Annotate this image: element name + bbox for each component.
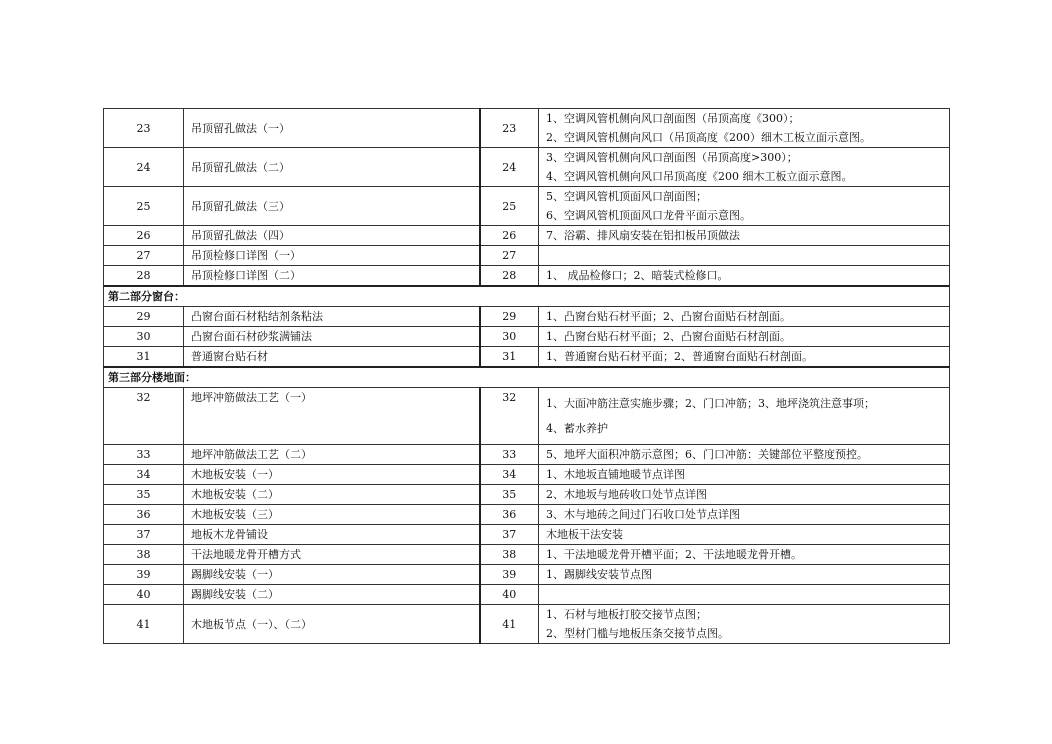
item-title: 地板木龙骨铺设 — [184, 525, 480, 545]
table-row — [104, 347, 950, 368]
item-number: 36 — [104, 505, 184, 525]
drawing-contents — [539, 266, 950, 287]
drawing-number: 36 — [480, 505, 539, 525]
item-title: 木地板安装（三） — [184, 505, 480, 525]
table-row — [104, 465, 950, 485]
item-title: 吊顶留孔做法（三） — [184, 187, 480, 226]
item-number: 25 — [104, 187, 184, 226]
content-line: 3、木与地砖之间过门石收口处节点详图 — [546, 508, 740, 521]
item-number: 34 — [104, 465, 184, 485]
drawing-number: 34 — [480, 465, 539, 485]
item-title: 木地板安装（一） — [184, 465, 480, 485]
item-number: 23 — [104, 109, 184, 148]
item-title: 地坪冲筋做法工艺（二） — [184, 445, 480, 465]
drawing-number: 29 — [480, 307, 539, 327]
table-row — [104, 505, 950, 525]
drawing-number: 31 — [480, 347, 539, 368]
item-title: 踢脚线安装（二） — [184, 585, 480, 605]
content-line — [546, 246, 942, 265]
table-row — [104, 109, 950, 148]
drawing-contents — [539, 505, 950, 525]
drawing-contents — [539, 585, 950, 605]
drawing-number: 32 — [480, 388, 539, 445]
section-title: 第二部分窗台： — [104, 286, 950, 307]
item-title: 凸窗台面石材砂浆满铺法 — [184, 327, 480, 347]
content-line: 4、空调风管机侧向风口吊顶高度《200 细木工板立面示意图。 — [546, 170, 853, 183]
section-header-row — [104, 367, 950, 388]
content-line: 木地板干法安装 — [546, 528, 623, 541]
content-line: 2、空调风管机侧向风口（吊顶高度《200）细木工板立面示意图。 — [546, 131, 871, 144]
drawing-contents — [539, 605, 950, 644]
drawing-contents — [539, 148, 950, 187]
item-number: 30 — [104, 327, 184, 347]
item-title: 凸窗台面石材粘结剂条粘法 — [184, 307, 480, 327]
drawing-number: 33 — [480, 445, 539, 465]
item-number: 28 — [104, 266, 184, 287]
content-line: 1、空调风管机侧向风口剖面图（吊顶高度《300）； — [546, 112, 800, 125]
drawing-contents — [539, 246, 950, 266]
item-number: 38 — [104, 545, 184, 565]
table-row — [104, 148, 950, 187]
drawing-number: 24 — [480, 148, 539, 187]
item-title: 地坪冲筋做法工艺（一） — [184, 388, 480, 445]
table-row — [104, 525, 950, 545]
drawing-contents — [539, 565, 950, 585]
item-title: 踢脚线安装（一） — [184, 565, 480, 585]
item-title: 干法地暖龙骨开槽方式 — [184, 545, 480, 565]
content-line: 2、型材门槛与地板压条交接节点图。 — [546, 627, 729, 640]
table-row — [104, 545, 950, 565]
content-line: 7、浴霸、排风扇安装在铝扣板吊顶做法 — [546, 229, 740, 242]
table-row — [104, 266, 950, 287]
drawing-contents — [539, 445, 950, 465]
item-title: 吊顶检修口详图（二） — [184, 266, 480, 287]
table-row — [104, 445, 950, 465]
item-number: 37 — [104, 525, 184, 545]
drawing-number: 27 — [480, 246, 539, 266]
drawing-number: 25 — [480, 187, 539, 226]
table-row — [104, 307, 950, 327]
section-header-row — [104, 286, 950, 307]
content-line: 1、干法地暖龙骨开槽平面；2、干法地暖龙骨开槽。 — [546, 548, 802, 561]
drawing-number: 38 — [480, 545, 539, 565]
drawing-number: 37 — [480, 525, 539, 545]
section-title: 第三部分楼地面： — [104, 367, 950, 388]
drawing-contents — [539, 307, 950, 327]
item-number: 24 — [104, 148, 184, 187]
content-line: 1、凸窗台贴石材平面；2、凸窗台面贴石材剖面。 — [546, 330, 791, 343]
item-title: 吊顶留孔做法（二） — [184, 148, 480, 187]
item-number: 26 — [104, 226, 184, 246]
table-row — [104, 246, 950, 266]
table-row — [104, 565, 950, 585]
content-line: 3、空调风管机侧向风口剖面图（吊顶高度>300）； — [546, 151, 798, 164]
drawing-number: 30 — [480, 327, 539, 347]
table-row — [104, 327, 950, 347]
table-body — [104, 109, 950, 644]
drawing-contents — [539, 226, 950, 246]
content-line: 2、木地坂与地砖收口处节点详图 — [546, 488, 707, 501]
drawing-contents — [539, 465, 950, 485]
content-line: 1、 成品检修口；2、暗装式检修口。 — [546, 269, 729, 282]
table-row — [104, 485, 950, 505]
item-title: 吊顶留孔做法（一） — [184, 109, 480, 148]
item-number: 35 — [104, 485, 184, 505]
table-row — [104, 226, 950, 246]
drawing-contents — [539, 545, 950, 565]
drawing-contents — [539, 485, 950, 505]
content-line — [546, 585, 942, 604]
drawing-number: 35 — [480, 485, 539, 505]
item-number: 27 — [104, 246, 184, 266]
content-line: 1、普通窗台贴石材平面；2、普通窗台面贴石材剖面。 — [546, 350, 813, 363]
content-line: 5、空调风管机顶面风口剖面图； — [546, 190, 707, 203]
item-title: 普通窗台贴石材 — [184, 347, 480, 368]
item-title: 吊顶留孔做法（四） — [184, 226, 480, 246]
item-title: 木地板节点（一）、（二） — [184, 605, 480, 644]
drawing-number: 40 — [480, 585, 539, 605]
drawing-contents — [539, 347, 950, 368]
item-number: 32 — [104, 388, 184, 445]
item-number: 39 — [104, 565, 184, 585]
table-row — [104, 187, 950, 226]
item-number: 40 — [104, 585, 184, 605]
content-line: 5、地坪大面积冲筋示意图；6、门口冲筋：关键部位平整度预控。 — [546, 448, 868, 461]
drawing-number: 41 — [480, 605, 539, 644]
drawing-number: 26 — [480, 226, 539, 246]
item-number: 31 — [104, 347, 184, 368]
content-line: 1、凸窗台贴石材平面；2、凸窗台面贴石材剖面。 — [546, 310, 791, 323]
drawing-contents — [539, 525, 950, 545]
item-number: 41 — [104, 605, 184, 644]
drawing-contents — [539, 388, 950, 445]
content-line: 1、大面冲筋注意实施步骤；2、门口冲筋；3、地坪浇筑注意事项； — [546, 397, 875, 410]
table-row — [104, 388, 950, 445]
drawing-contents — [539, 327, 950, 347]
item-title: 吊顶检修口详图（一） — [184, 246, 480, 266]
table-row — [104, 585, 950, 605]
content-line: 6、空调风管机顶面风口龙骨平面示意图。 — [546, 209, 751, 222]
content-line: 1、踢脚线安装节点图 — [546, 568, 652, 581]
drawing-contents — [539, 109, 950, 148]
content-line: 1、石材与地板打胶交接节点图； — [546, 608, 707, 621]
drawing-number: 28 — [480, 266, 539, 287]
drawing-contents — [539, 187, 950, 226]
item-number: 29 — [104, 307, 184, 327]
table-row — [104, 605, 950, 644]
item-number: 33 — [104, 445, 184, 465]
item-title: 木地板安装（二） — [184, 485, 480, 505]
drawing-index-table — [103, 108, 950, 644]
drawing-number: 39 — [480, 565, 539, 585]
content-line: 1、木地坂直铺地暖节点详图 — [546, 468, 685, 481]
drawing-number: 23 — [480, 109, 539, 148]
content-line: 4、蓄水养护 — [546, 422, 608, 435]
